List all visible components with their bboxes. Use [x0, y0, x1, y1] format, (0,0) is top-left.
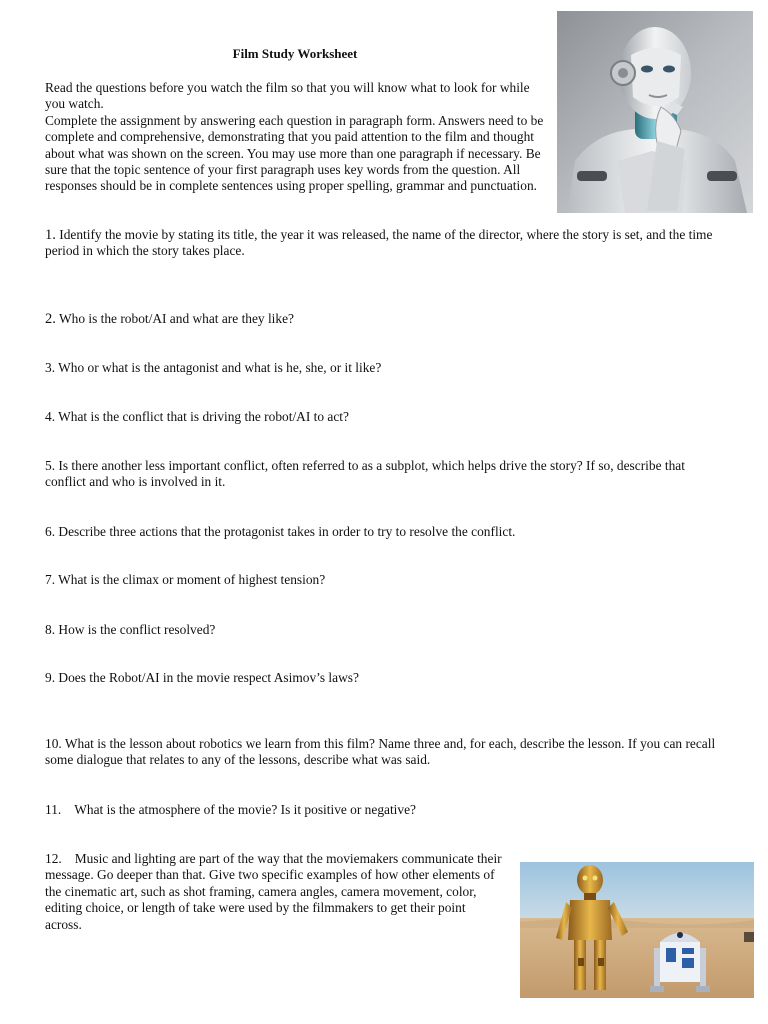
question-number: 7.	[45, 572, 56, 587]
question-number: 9.	[45, 670, 56, 685]
question-8	[45, 622, 725, 638]
intro-paragraph-2: Complete the assignment by answering each question in paragraph form. Answers need to be complete and comprehensive, demonstrating that you paid attention to the film and thought about what was shown on the screen. You may use more than one paragraph if necessary. Be sure that the topic sentence of your first paragraph uses key words from the question. All responses should be in complete sentences using proper spelling, grammar and punctuation.	[45, 112, 544, 194]
page-title: Film Study Worksheet	[232, 46, 358, 61]
question-text: Music and lighting are part of the way that the moviemakers communicate their message. Go deeper than that. Give two specific examples of how other elements of the cinematic art, such as shot framing, camera angles, camera movement, color, editing choice, or length of take were used by the filmmakers to get their point across.	[45, 851, 502, 932]
question-1	[45, 227, 725, 260]
question-text: What is the conflict that is driving the robot/AI to act?	[58, 409, 349, 424]
question-5	[45, 458, 725, 491]
question-number: 12.	[45, 851, 62, 866]
intro-instructions	[45, 80, 550, 195]
question-text: Does the Robot/AI in the movie respect Asimov’s laws?	[58, 670, 359, 685]
question-6	[45, 524, 725, 540]
question-number: 10.	[45, 736, 62, 751]
question-number: 6.	[45, 524, 56, 539]
question-number: 2.	[45, 311, 56, 327]
question-number: 5.	[45, 458, 56, 473]
question-11	[45, 802, 725, 818]
question-text: What is the lesson about robotics we learn from this film? Name three and, for each, describe the lesson. If you can recall some dialogue that relates to any of the lessons, describe what was said.	[45, 736, 716, 768]
question-text: Identify the movie by stating its title, the year it was released, the name of the director, where the story is set, and the time period in which the story takes place.	[45, 227, 713, 259]
question-text: What is the climax or moment of highest tension?	[58, 572, 326, 587]
question-text: Is there another less important conflict, often referred to as a subplot, which helps drive the story? If so, describe that conflict and who is involved in it.	[45, 458, 685, 490]
robot-illustration	[557, 11, 753, 213]
question-number: 11.	[45, 802, 62, 817]
question-text: Who is the robot/AI and what are they like?	[58, 311, 294, 326]
question-number: 8.	[45, 622, 56, 637]
question-9	[45, 670, 725, 686]
question-4	[45, 409, 725, 425]
question-number: 4.	[45, 409, 56, 424]
droids-desert-image	[520, 862, 754, 998]
question-7	[45, 572, 725, 588]
question-text: Describe three actions that the protagonist takes in order to try to resolve the conflict.	[58, 524, 516, 539]
question-12	[45, 851, 505, 933]
question-3	[45, 360, 725, 376]
droids-illustration	[520, 862, 754, 998]
humanoid-robot-image	[557, 11, 753, 213]
question-text: Who or what is the antagonist and what is he, she, or it like?	[58, 360, 382, 375]
question-10	[45, 736, 725, 769]
intro-paragraph-1: Read the questions before you watch the film so that you will know what to look for while you watch.	[45, 80, 530, 112]
question-2	[45, 311, 725, 327]
question-text: How is the conflict resolved?	[58, 622, 216, 637]
question-text: What is the atmosphere of the movie? Is it positive or negative?	[74, 802, 416, 817]
question-number: 1.	[45, 227, 56, 243]
question-number: 3.	[45, 360, 56, 375]
